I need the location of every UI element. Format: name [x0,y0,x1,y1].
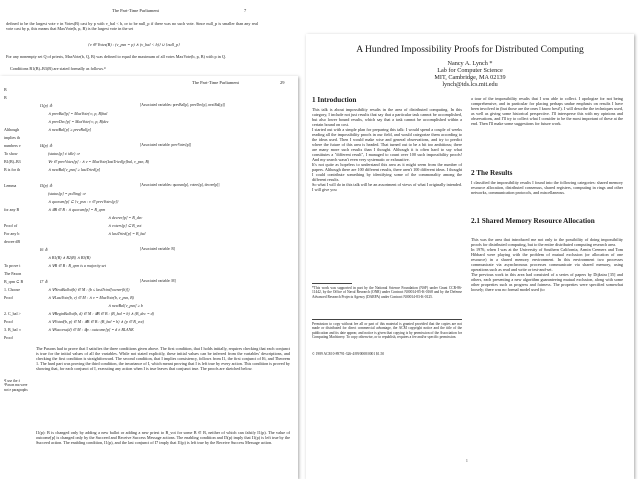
margin-label: B [4,95,7,100]
invariant-line: ∧ voters[p] ⊆ B_vot [108,223,142,228]
paper-affiliation-address: MIT, Cambridge, MA 02139 [434,74,506,81]
middle-page-footnote: ⁸I use the ℓ ⁹Paxon ma were not e paragraphs [4,379,28,392]
invariant-line: ∧ ∀Voted(b, p) ∈ M : ∃B ∈ B : (B_bal = b) ∧ (p ∈ B_vot) [48,319,144,324]
invariant-line: ∧ prevDec[p] = MaxVote(∞, p, B)dec [48,119,109,124]
section-1-text: This talk is about impossibility results in the area of distributed computing. In this category, I include not just results that say that a particular task cannot be accomplished, but also lower bound results, which say that a task cannot be accomplished within a certain bound on cost. I started out with a simple plan for preparing this talk: I would spend a couple of weeks reading all the impossibility proofs in our field, and would categorize them according to the ideas used. Then I would make wise and general observations, and try to predict where the future of this area is headed. That turned out to be a bit too ambitious; there are many more such results than I thought. Although it is often hard to say what constitutes a "different result", I managed to count over 100 such impossibility proofs! And my search wasn't even very systematic or exhaustive. It's not quite as hopeless to understand this area as it might seem from the number of papers. Although there are 100 different results, there aren't 100 different ideas. I thought I could contribute something by identifying some of the commonality among the different results. So what I will do in this talk will be an assortment of views of what I originally intended. I will give you [312,107,462,192]
invariant-line: I4(p) ≜ [40,143,53,148]
invariant-listing [0,87,298,343]
margin-label: B_qrm ⊆ B [4,279,24,284]
invariant-line: ∧ lastTried[p] = B_bal [108,231,146,236]
invariant-line: ∧ ∀BeginBallot(b, d) ∈ M : ∃B ∈ B : (B_bal = b) ∧ (B_dec = d) [48,311,155,316]
section-1-text-continued: a tour of the impossibility results that I was able to collect. I apologize for not being comprehensive, and in particular for placing perhaps undue emphasis on results I have been involved in (but those are the ones I know best!). I will describe the techniques used, as well as giving some historical perspective. I'll intersperse this with my opinions and observations, and I'll try to collect what I consider to be the most important of these at the end. Then I'll make some suggestions for future work. [471,96,623,126]
associated-variables-note: [Associated variable: prevVotes[p]] [140,143,192,147]
copyright-line: © 1989 ACM 0-89791-326-4/89/0008/0001 $1.50 [312,352,385,356]
invariant-line: I6 ≜ [40,247,48,252]
middle-page-number: 29 [280,80,285,85]
invariant-line: (status[p] ≠ idle) ⇒ [48,151,80,156]
middle-page-para2: I1(p): B is changed only by adding a new ballot or adding a new priest to B_vot for some B ∈ B, neither of which can falsify I1(p). The value of outcome[p] is changed only by the Succeed and Receive Success Message actions. The enabling condition and I5(p) imply that I1(p) is left true by the Succeed action. The enabling condition, I1(p), and the last conjunct of I7 imply that I1(p) is left true by the Receive Success Message action. [36,430,290,445]
associated-variables-note: [Associated variable: M] [140,279,176,283]
invariant-line: ∧ ∀NextBallot(b) ∈ M : (b ≤ lastTried[owner(b)]) [48,287,130,292]
back-page-para2: For any nonempty set Q of priests, MaxVote(b, Q, B) was defined to equal the maximum of all votes MaxVote(b, p, B) with p in Q. [6,54,227,59]
invariant-line: ∧ ∀B ∈ B : B_qrm is a majority set [48,263,106,268]
margin-label: B is for th [4,167,21,172]
margin-label: To show [4,151,18,156]
right-page [306,34,634,479]
associated-variables-note: [Associated variables: quorum[p], voters[p], decree[p]] [140,183,220,187]
invariant-line: ∧ decree[p] = B_dec [108,215,143,220]
margin-label: Although [4,127,20,132]
invariant-line: I5(p) ≜ [40,183,53,188]
back-page-para3: Conditions B1(B)–B3(B) are stated formally as follows.⁸ [10,66,106,71]
margin-label: decree dB [4,239,21,244]
margin-label: numbers v [4,143,21,148]
margin-label: The Paxon [4,271,22,276]
margin-label: 1. Choose [4,287,20,292]
section-2-text: I classified the impossibility results I found into the following categories: shared memory resource allocation, distributed consensus, shared registers, computing in rings and other networks, communication protocols, and miscellaneous. [471,180,623,195]
section-2-1-text: This was the area that introduced me not only to the possibility of doing impossibility proofs for distributed computing, but to the entire distributed computing research area. In 1976, when I was at the University of Southern California, Armin Cremers and Tom Hibbard were playing with the problem of mutual exclusion (or allocation of one resource) in a shared memory environment. In this environment two processes communicate via asynchronous processes communicate via shared memory, using operations such as read and write or test-and-set. The previous work in this area had consisted of a series of papers by Dijkstra [35] and others, each presenting a new algorithm guaranteeing mutual exclusion, along with some other properties such as progress and fairness. The properties were specified somewhat loosely; there was no formal model used (to [471,237,623,292]
margin-label: Proof [4,335,13,340]
margin-label: Lemma [4,183,17,188]
margin-label: 3. B_bal ∩ [4,327,22,332]
back-page-running-head: The Part-Time Parliament [112,8,159,13]
paper-author: Nancy A. Lynch * [447,60,493,67]
invariant-line: ∧ nextBal[v_psn] ≥ b [108,303,143,308]
associated-variables-note: [Associated variables: prevBal[p], prevDec[p], nextBal[p]] [140,103,225,107]
section-2-1-heading: 2.1 Shared Memory Resource Allocation [471,217,595,225]
margin-label: B [4,87,7,92]
section-1-heading: 1 Introduction [312,96,357,104]
margin-label: Proof [4,295,13,300]
back-page-para1: defined to be the largest vote v in Votes(B) cast by p with v_bal < b, or to be null_p if there was no such vote. Since null_p is smaller than any real vote cast by p, this means that MaxVote(b, p, B) is the largest vote in the set [6,21,258,31]
permission-notice: Permission to copy without fee all or part of this material is granted provided that the copies are not made or distributed for direct commercial advantage, the ACM copyright notice and the title of the publication and its date appear, and notice is given that copying is by permission of the Association for Computing Machinery. To copy otherwise, or to republish, requires a fee and/or specific permission. [312,322,462,339]
paper-title: A Hundred Impossibility Proofs for Distributed Computing [356,44,584,55]
funding-footnote: *This work was supported in part by the National Science Foundation (NSF) under Grant CCR-86-11442, by the Office of Naval Research (ONR) under Contract N00014-85-K-0168 and by the Defense Advanced Research Projects Agency (DARPA) under Contract N00014-83-K-0125. [312,286,462,299]
margin-label: Proof [4,319,13,324]
margin-label: To prove t [4,263,21,268]
middle-page-running-head: The Part-Time Parliament [192,80,239,85]
invariant-line: ∧ ∀LastVote(b, v) ∈ M : ∧ v = MaxVote(b, v_psn, B) [48,295,134,300]
margin-label: for any B [4,207,20,212]
middle-page [0,76,298,479]
back-page-number: 7 [244,8,247,13]
invariant-line: I7 ≜ [40,279,48,284]
back-page-formula: {v ∈ Votes(B) : (v_psn = p) ∧ (v_bal < b)} ∪ {null_p} [88,42,180,47]
margin-label: B1(B)–B3 [4,159,21,164]
footnote-rule [312,283,352,284]
invariant-line: ∧ ∃B ∈ B : ∧ quorum[p] = B_qrm [48,207,106,212]
invariant-line: ∧ B1(B) ∧ B2(B) ∧ B3(B) [48,255,91,260]
middle-page-para1: The Paxons had to prove that I satisfies the three conditions given above. The first condition, that I holds initially, requires checking that each conjunct is true for the initial values of all the variables. While not stated explicitly, these initial values can be inferred from the variables' descriptions, and checking the first condition is straightforward. The second condition, that I implies consistency, follows from I1, the first conjunct of I6, and Theorem 1. The hard part was proving the third condition, the invariance of I, which meant proving that I is left true by every action. This condition is proved by showing that, for each conjunct of I, executing any action when I is true leaves that conjunct true. The proofs are sketched below. [36,346,290,371]
invariant-line: ∀v ∈ prevVotes[p] : ∧ v = MaxVote(lastTried[p]bal, v_psn, B) [48,159,150,164]
invariant-line: I1(p) ≜ [40,103,53,108]
margin-label: implies th [4,135,20,140]
permission-rule [312,319,462,320]
section-2-heading: 2 The Results [471,169,513,177]
invariant-line: ∧ ∀Success(d) ∈ M : ∃p : outcome[p] = d ≠ BLANK [48,327,134,332]
invariant-line: (status[p] = polling) ⇒ [48,191,86,196]
margin-label: 2. C_bal > [4,311,21,316]
associated-variables-note: [Associated variable: B] [140,247,175,251]
page-number: 1 [466,459,468,463]
paper-email: lynch@tds.lcs.mit.edu [442,81,498,88]
paper-affiliation-lab: Lab for Computer Science [437,67,503,74]
invariant-line: ∧ nextBal[p] ≥ prevBal[p] [48,127,92,132]
margin-label: For any b [4,231,20,236]
invariant-line: ∧ prevBal[p] = MaxVote(∞, p, B)bal [48,111,108,116]
invariant-line: ∧ nextBal[v_psn] ≥ lastTried[p] [48,167,101,172]
invariant-line: ∧ quorum[p] ⊆ {v_psn : v ∈ prevVotes[p]} [48,199,119,204]
margin-label: Proof of [4,223,18,228]
